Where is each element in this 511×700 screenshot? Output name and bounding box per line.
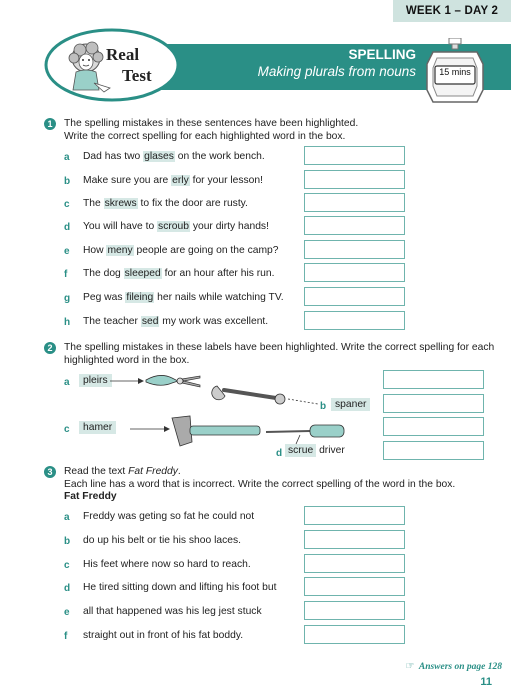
q1-sentence [83, 268, 275, 279]
q1-item-letter: b [64, 176, 71, 187]
q1-sentence [83, 221, 269, 232]
sentence-text: You will have to [83, 221, 158, 232]
label-hammer: hamer [79, 421, 116, 434]
q2-label-letter-b: b [320, 401, 327, 412]
sentence-text: How [83, 245, 107, 256]
sentence-text: on the work bench. [174, 151, 265, 162]
highlighted-word: skrews [104, 198, 137, 209]
answers-link[interactable] [390, 656, 502, 674]
q3-answer-box-f[interactable] [304, 625, 405, 644]
q1-answer-box-h[interactable] [304, 311, 405, 330]
highlighted-word: meny [107, 245, 133, 256]
q1-answer-box-c[interactable] [304, 193, 405, 212]
q3-line: He tired sitting down and lifting his foot but [83, 582, 277, 593]
q2-label-letter-d: d [276, 448, 283, 459]
highlighted-word: scroub [158, 221, 189, 232]
highlighted-word: fileing [126, 292, 154, 303]
sentence-text: people are going on the camp? [133, 245, 279, 256]
sentence-text: to fix the door are rusty. [137, 198, 248, 209]
page-title: SPELLING [348, 47, 416, 62]
fat-freddy-title: Fat Freddy [64, 491, 117, 502]
q3-answer-box-e[interactable] [304, 601, 405, 620]
highlighted-word: glases [144, 151, 174, 162]
q1-sentence [83, 292, 284, 303]
q1-sentence [83, 316, 268, 327]
sentence-text: her nails while watching TV. [154, 292, 284, 303]
q1-answer-box-b[interactable] [304, 170, 405, 189]
logo-text-test: Test [122, 66, 152, 85]
q3-item-letter: d [64, 583, 71, 594]
q3-line: do up his belt or tie his shoo laces. [83, 535, 241, 546]
q1-item-letter: g [64, 293, 71, 304]
q3-line: all that happened was his leg jest stuck [83, 606, 262, 617]
q3-item-letter: f [64, 631, 68, 642]
sentence-text: my work was excellent. [159, 316, 269, 327]
q1-sentence [83, 175, 263, 186]
q2-label-letter-c: c [64, 424, 70, 435]
q3-item-letter: e [64, 607, 70, 618]
q3-answer-box-d[interactable] [304, 577, 405, 596]
question-1-number: 1 [44, 118, 56, 130]
q3-item-letter: a [64, 512, 70, 523]
page-number: 11 [480, 676, 492, 688]
q1-answer-box-e[interactable] [304, 240, 405, 259]
q2-answer-box-a[interactable] [383, 370, 484, 389]
q1-sentence [83, 198, 248, 209]
pliers-icon [146, 375, 200, 387]
q1-item-letter: a [64, 152, 70, 163]
q3-answer-box-b[interactable] [304, 530, 405, 549]
logo-text-real: Real [106, 45, 140, 64]
q1-item-letter: e [64, 246, 70, 257]
q1-sentence [83, 151, 265, 162]
q3-item-letter: b [64, 536, 71, 547]
q1-item-letter: d [64, 222, 71, 233]
q3-answer-box-c[interactable] [304, 554, 405, 573]
q1-answer-box-g[interactable] [304, 287, 405, 306]
text-title-italic: Fat Freddy [128, 466, 178, 477]
q1-instruction-line2: Write the correct spelling for each highlighted word in the box. [64, 131, 346, 142]
q2-instruction-line2: highlighted word in the box. [64, 355, 190, 366]
q2-answer-box-c[interactable] [383, 417, 484, 436]
hammer-icon [172, 416, 260, 446]
highlighted-word: sleeped [124, 268, 161, 279]
q2-answer-box-d[interactable] [383, 441, 484, 460]
instruction-text: . [177, 466, 181, 477]
screwdriver-icon [266, 425, 344, 437]
q3-line: His feet where now so hard to reach. [83, 559, 251, 570]
q1-answer-box-f[interactable] [304, 263, 405, 282]
q3-instruction-line1 [64, 465, 181, 478]
q3-line: Freddy was geting so fat he could not [83, 511, 255, 522]
sentence-text: The [83, 198, 104, 209]
highlighted-word: erly [172, 175, 189, 186]
q1-sentence [83, 245, 279, 256]
highlighted-word: scrue [285, 444, 316, 457]
question-2-number: 2 [44, 342, 56, 354]
q1-item-letter: h [64, 317, 71, 328]
q1-instruction-line1: The spelling mistakes in these sentences have been highlighted. [64, 118, 359, 129]
sentence-text: The teacher [83, 316, 141, 327]
q2-instruction-line1: The spelling mistakes in these labels have been highlighted. Write the correct spelling for each [64, 342, 495, 353]
page-subtitle: Making plurals from nouns [257, 64, 416, 79]
tools-illustration [100, 368, 380, 456]
sentence-text: for an hour after his run. [161, 268, 275, 279]
real-test-logo [44, 28, 180, 102]
q3-item-letter: c [64, 560, 70, 571]
week-day-tab: WEEK 1 – DAY 2 [393, 0, 511, 22]
q3-line: straight out in front of his fat boddy. [83, 630, 244, 641]
q3-instruction-line2: Each line has a word that is incorrect. Write the correct spelling of the word in the box. [64, 479, 456, 490]
q3-answer-box-a[interactable] [304, 506, 405, 525]
q1-item-letter: f [64, 269, 68, 280]
label-pliers: pleirs [79, 374, 112, 387]
sentence-text: for your lesson! [189, 175, 263, 186]
label-suffix: driver [319, 445, 345, 456]
question-3-number: 3 [44, 466, 56, 478]
instruction-text: Read the text [64, 466, 129, 477]
q2-label-letter-a: a [64, 377, 70, 388]
spanner-icon [212, 386, 285, 404]
q1-item-letter: c [64, 199, 70, 210]
answers-text: Answers on page 128 [418, 662, 502, 672]
sentence-text: Dad has two [83, 151, 144, 162]
sentence-text: The dog [83, 268, 124, 279]
pointing-hand-icon: ☞ [405, 661, 415, 672]
q1-answer-box-a[interactable] [304, 146, 405, 165]
q2-answer-box-b[interactable] [383, 394, 484, 413]
sentence-text: your dirty hands! [189, 221, 269, 232]
highlighted-word: sed [141, 316, 159, 327]
sentence-text: Peg was [83, 292, 126, 303]
label-spanner: spaner [331, 398, 370, 411]
sentence-text: Make sure you are [83, 175, 172, 186]
q1-answer-box-d[interactable] [304, 216, 405, 235]
timer-label: 15 mins [439, 67, 471, 77]
